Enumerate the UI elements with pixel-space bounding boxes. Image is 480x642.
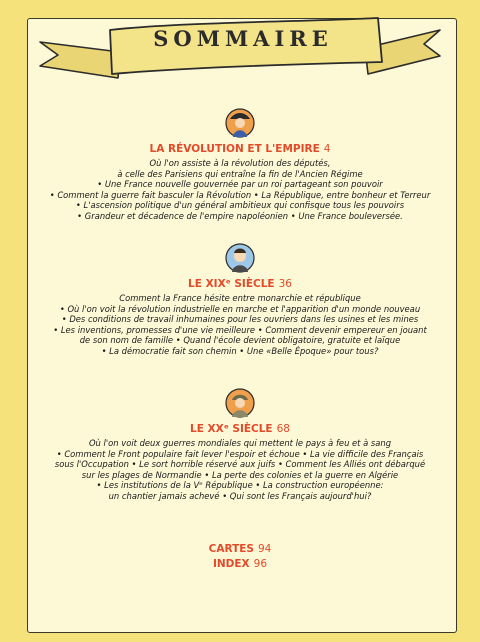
footer-links xyxy=(0,542,480,572)
character-portrait-icon xyxy=(225,243,255,273)
section-title[interactable]: LA RÉVOLUTION ET L'EMPIRE xyxy=(149,143,320,155)
section-title[interactable]: LE XXᵉ SIÈCLE xyxy=(190,423,273,435)
section-revolution xyxy=(0,108,480,222)
section-summary: Où l'on voit deux guerres mondiales qui mettent le pays à feu et à sang • Comment le Front populaire fait lever l'espoir et échoue • La vie difficile des Français sous l'Occupation • Le sort horrible réservé aux juifs • Comment les Alliés ont débarqué sur les plages de Normandie • La perte des colonies et la guerre en Algérie • Les institutions de la Vᵉ République • La construction européenne: un chantier jamais achevé • Qui sont les Français aujourd'hui? xyxy=(54,438,426,501)
maps-link[interactable] xyxy=(0,542,480,557)
footer-label: CARTES xyxy=(208,543,254,555)
section-heading xyxy=(0,142,480,156)
napoleon-portrait-icon xyxy=(225,108,255,138)
section-heading xyxy=(0,422,480,436)
footer-label: INDEX xyxy=(212,558,250,570)
section-19th-century xyxy=(0,243,480,357)
index-link[interactable] xyxy=(0,557,480,572)
footer-page-number: 94 xyxy=(257,543,272,555)
section-heading xyxy=(0,277,480,291)
section-title[interactable]: LE XIXᵉ SIÈCLE xyxy=(188,278,275,290)
section-summary: Où l'on assiste à la révolution des députés, à celle des Parisiens qui entraîne la fin de l'Ancien Régime • Une France nouvelle gouvernée par un roi partageant son pouvoir • Comment la guerre fait basculer la Révolution • La République, entre bonheur et Terreur • L'ascension politique d'un général ambitieux qui confisque tous les pouvoirs • Grandeur et décadence de l'empire napoléonien • Une France bouleversée. xyxy=(49,158,431,221)
footer-page-number: 96 xyxy=(253,558,268,570)
section-20th-century xyxy=(0,388,480,502)
page-title: SOMMAIRE xyxy=(153,26,333,51)
section-page-number: 36 xyxy=(278,278,292,290)
soldier-portrait-icon xyxy=(225,388,255,418)
section-page-number: 4 xyxy=(323,143,331,155)
section-summary: Comment la France hésite entre monarchie et république • Où l'on voit la révolution industrielle en marche et l'apparition d'un monde nouveau • Des conditions de travail inhumaines pour les ouvriers dans les usines et les mines • Les inventions, promesses d'une vie meilleure • Comment devenir empereur en jouant de son nom de famille • Quand l'école devient obligatoire, gratuite et laïque • La démocratie fait son chemin • Une «Belle Époque» pour tous? xyxy=(53,293,427,356)
section-page-number: 68 xyxy=(276,423,290,435)
